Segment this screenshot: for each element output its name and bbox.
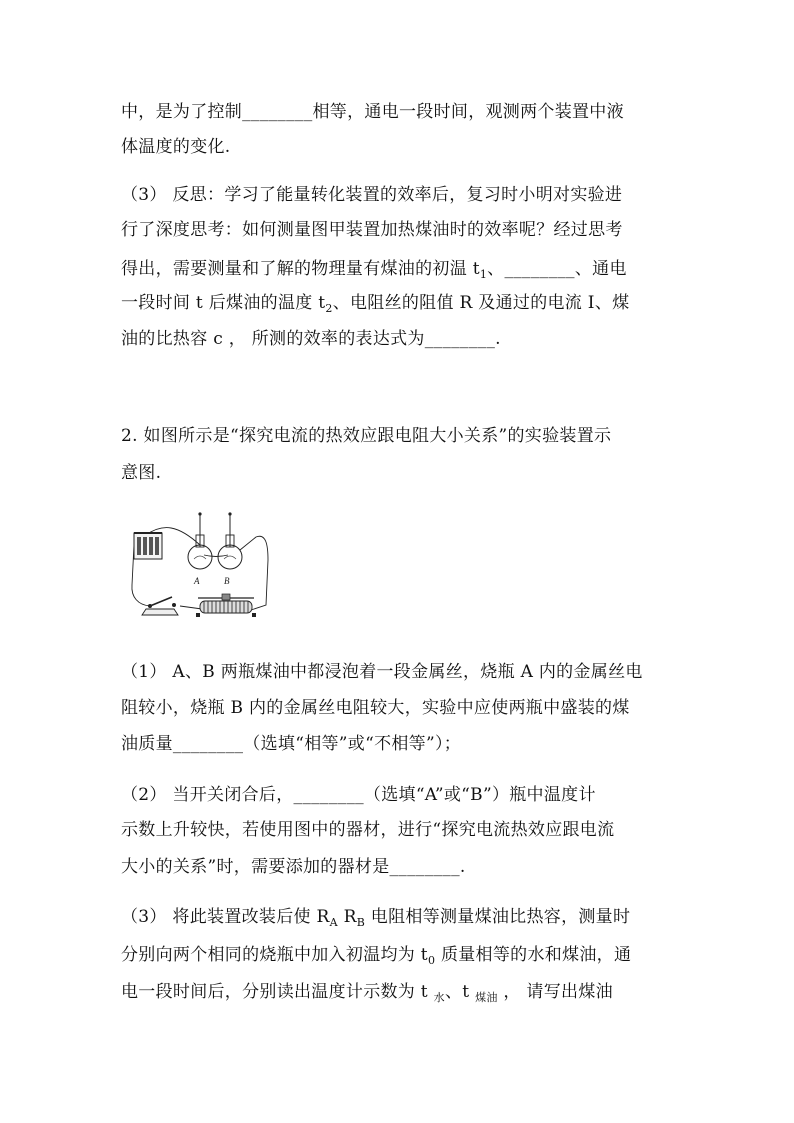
text-line-2: 体温度的变化.: [121, 137, 231, 157]
text-segment: 一段时间 t 后煤油的温度 t: [121, 293, 326, 313]
text-line-1: 中，是为了控制________相等，通电一段时间，观测两个装置中液: [121, 102, 624, 122]
text-line-17: [121, 944, 681, 966]
text-segment: 得出，需要测量和了解的物理量有煤油的初温 t: [121, 259, 480, 279]
subscript: B: [356, 916, 366, 929]
text-line-3: （3） 反思：学习了能量转化装置的效率后，复习时小明对实验进: [121, 185, 623, 205]
text-line-10: （1） A、B 两瓶煤油中都浸泡着一段金属丝，烧瓶 A 内的金属丝电: [121, 662, 643, 682]
text-line-12: 油质量________（选填“相等”或“不相等”）；: [121, 734, 462, 754]
subscript: 0: [427, 954, 436, 967]
text-line-9: 意图.: [121, 463, 162, 483]
text-line-18: [121, 981, 681, 1003]
battery-icon: [134, 533, 162, 559]
text-segment: 、t: [444, 982, 476, 1002]
text-line-8: 2. 如图所示是“探究电流的热效应跟电阻大小关系”的实验装置示: [121, 426, 612, 446]
rheostat-icon: [196, 594, 256, 617]
flask-a-icon: [188, 512, 212, 569]
text-segment: R: [337, 907, 357, 927]
text-segment: 分别向两个相同的烧瓶中加入初温均为 t: [121, 945, 428, 965]
text-segment: ， 请写出煤油: [497, 982, 613, 1002]
flask-a-label: A: [194, 576, 200, 586]
flask-b-label: B: [224, 576, 230, 586]
subscript: 2: [325, 302, 333, 315]
text-segment: 、________、通电: [487, 259, 627, 279]
subscript: 1: [479, 268, 488, 281]
text-segment: （3） 将此装置改装后使 R: [121, 907, 330, 927]
text-segment: 电一段时间后，分别读出温度计示数为 t: [121, 982, 434, 1002]
text-line-4: 行了深度思考：如何测量图甲装置加热煤油时的效率呢？经过思考: [121, 220, 623, 240]
text-line-13: （2） 当开关闭合后，________（选填“A”或“B”）瓶中温度计: [121, 785, 596, 805]
text-line-14: 示数上升较快，若使用图中的器材，进行“探究电流热效应跟电流: [121, 820, 615, 840]
subscript: A: [329, 916, 338, 929]
text-segment: 电阻相等测量煤油比热容，测量时: [365, 907, 631, 927]
text-line-5: [121, 258, 681, 280]
text-line-6: [121, 292, 681, 314]
apparatus-figure: [128, 505, 280, 623]
text-line-11: 阻较小，烧瓶 B 内的金属丝电阻较大，实验中应使两瓶中盛装的煤: [121, 698, 630, 718]
subscript: 煤油: [475, 991, 498, 1004]
text-line-16: [121, 906, 681, 928]
flask-b-icon: [218, 512, 242, 569]
text-segment: 质量相等的水和煤油，通: [435, 945, 632, 965]
subscript: 水: [433, 991, 445, 1004]
text-line-7: 油的比热容 c ， 所测的效率的表达式为________.: [121, 329, 501, 349]
text-line-15: 大小的关系”时，需要添加的器材是________.: [121, 857, 466, 877]
text-segment: 、电阻丝的阻值 R 及通过的电流 I、煤: [332, 293, 630, 313]
